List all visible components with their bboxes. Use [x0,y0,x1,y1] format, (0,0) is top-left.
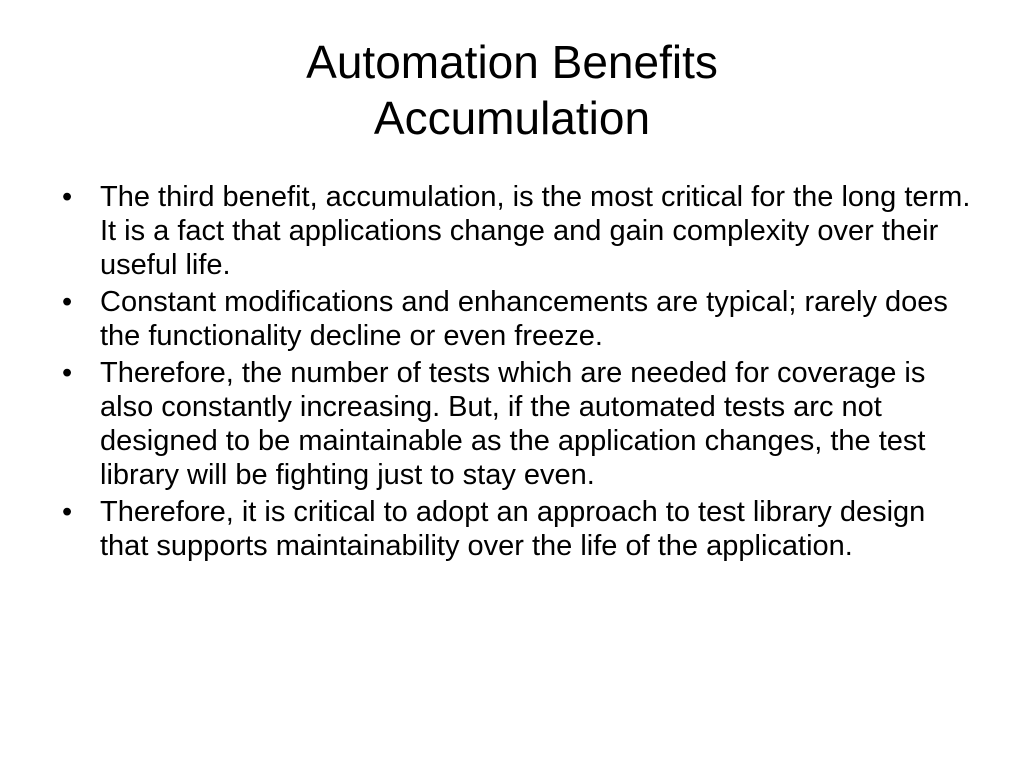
bullet-text: The third benefit, accumulation, is the most critical for the long term. It is a fact that applications change and gain complexity over their useful life. [100,181,971,281]
bullet-item [58,285,978,353]
bullet-icon: • [62,286,73,318]
bullet-icon: • [62,496,73,528]
bullet-text: Constant modifications and enhancements are typical; rarely does the functionality decline or even freeze. [100,286,948,352]
bullet-list [58,180,978,566]
bullet-icon: • [62,181,73,213]
slide-title-line-1: Automation Benefits [306,36,718,88]
bullet-item [58,180,978,282]
bullet-item [58,356,978,492]
slide-title [60,34,964,146]
bullet-text: Therefore, the number of tests which are needed for coverage is also constantly increasing. But, if the automated tests arc not designed to be maintainable as the application changes, the test library will be fighting just to stay even. [100,357,926,491]
bullet-item [58,495,978,563]
bullet-icon: • [62,357,73,389]
bullet-text: Therefore, it is critical to adopt an approach to test library design that supports maintainability over the life of the application. [100,496,926,562]
slide-title-line-2: Accumulation [373,92,651,144]
